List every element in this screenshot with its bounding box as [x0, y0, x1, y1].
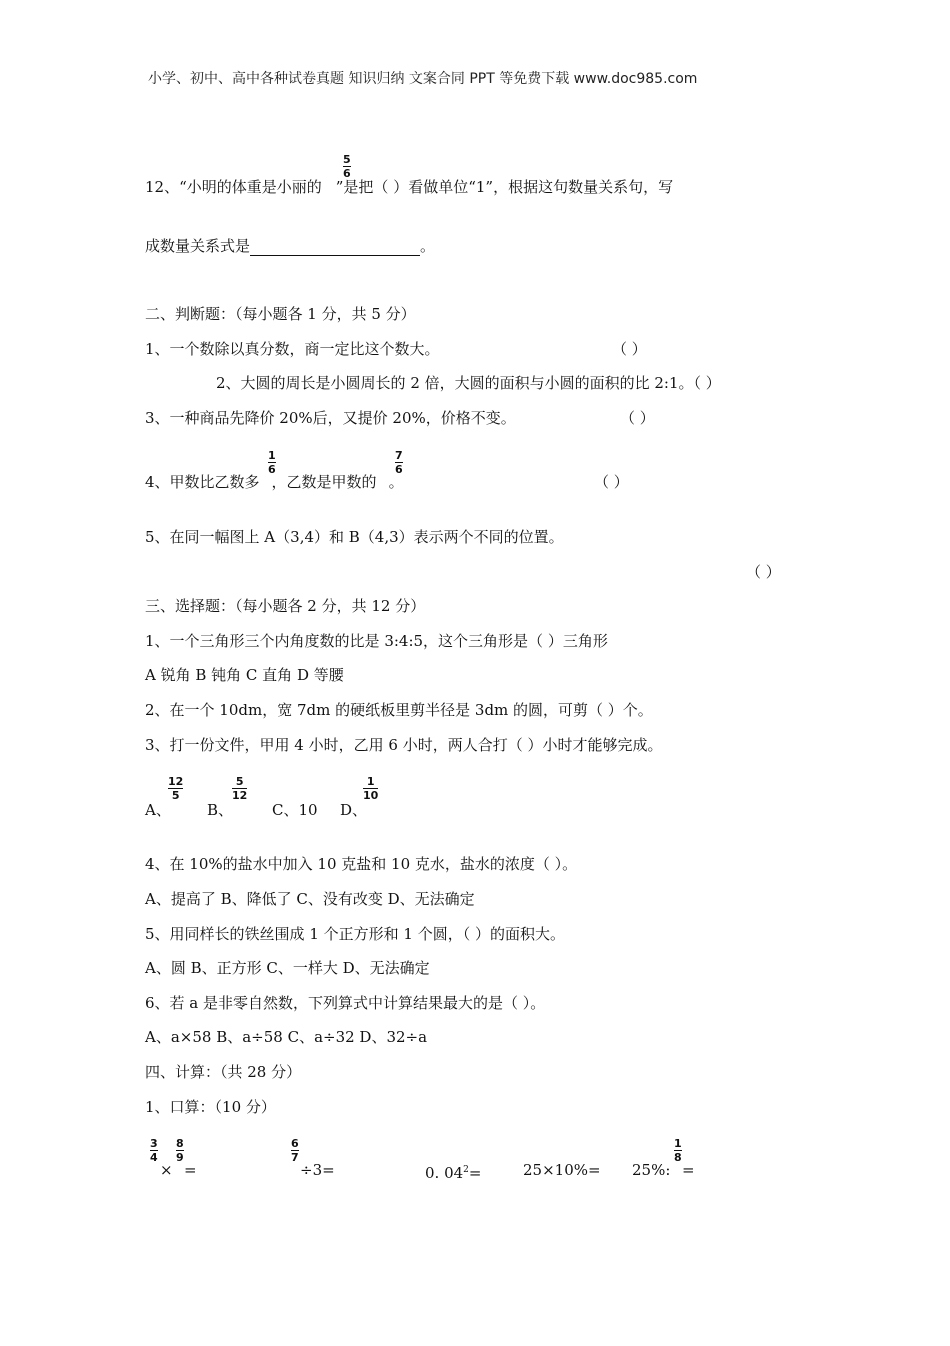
calc-e4: 25×10%= [523, 1161, 601, 1179]
section-calc-title: 四、计算：（共 28 分） [145, 1063, 302, 1081]
choice-q2: 2、在一个 10dm，宽 7dm 的硬纸板里剪半径是 3dm 的圆，可剪（ ）个。 [145, 701, 653, 719]
calc-e3: 0. $04^2=$ [425, 1164, 482, 1182]
answer-blank[interactable] [250, 239, 420, 256]
choice-q1: 1、一个三角形三个内角度数的比是 3:4:5，这个三角形是（ ）三角形 [145, 632, 608, 650]
q12-fraction: 5 6 [343, 153, 351, 180]
calc-e2-rest: ÷3= [300, 1161, 335, 1179]
page-header: 小学、初中、高中各种试卷真题 知识归纳 文案合同 PPT 等免费下载 www.doc985.com [148, 71, 698, 87]
choice-q3-option-c: C、10 [272, 801, 318, 819]
judge-q4-fraction-1: 1 6 [268, 449, 276, 476]
choice-q4-options: A、提高了 B、降低了 C、没有改变 D、无法确定 [145, 890, 475, 908]
choice-q6: 6、若 a 是非零自然数，下列算式中计算结果最大的是（ ）。 [145, 994, 546, 1012]
choice-q4: 4、在 10%的盐水中加入 10 克盐和 10 克水，盐水的浓度（ ）。 [145, 855, 578, 873]
choice-q3: 3、打一份文件，甲用 4 小时，乙用 6 小时，两人合打（ ）小时才能够完成。 [145, 736, 663, 754]
choice-q5: 5、用同样长的铁丝围成 1 个正方形和 1 个圆，（ ）的面积大。 [145, 925, 565, 943]
choice-q3-fraction-d: 1 10 [363, 775, 379, 802]
calc-e5-equals: = [682, 1161, 695, 1179]
calc-e1-fraction-2: 8 9 [176, 1137, 184, 1164]
choice-q5-options: A、圆 B、正方形 C、一样大 D、无法确定 [145, 959, 430, 977]
section-judge-title: 二、判断题：（每小题各 1 分，共 5 分） [145, 305, 416, 323]
choice-q1-options: A 锐角 B 钝角 C 直角 D 等腰 [145, 666, 344, 684]
calc-e1-operator: × [160, 1161, 173, 1179]
choice-q3-option-a: A、 [145, 801, 171, 819]
judge-q5: 5、在同一幅图上 A（3,4）和 B（4,3）表示两个不同的位置。 [145, 528, 564, 546]
calc-e2-fraction: 6 7 [291, 1137, 299, 1164]
q12-text-part1: 12、“小明的体重是小丽的 [145, 178, 322, 196]
judge-q1: 1、一个数除以真分数，商一定比这个数大。 [145, 340, 440, 358]
calc-e5-prefix: 25%: [632, 1161, 671, 1179]
calc-sub1-title: 1、口算：（10 分） [145, 1098, 276, 1116]
question-12-line2: 成数量关系式是 。 [145, 237, 436, 255]
q12-text-part2: ”是把（ ）看做单位“1”，根据这句数量关系句，写 [335, 178, 674, 196]
judge-q3-paren[interactable]: （ ） [620, 409, 655, 427]
judge-q4-fraction-2: 7 6 [395, 449, 403, 476]
choice-q3-option-d: D、 [340, 801, 368, 819]
calc-e1-fraction-1: 3 4 [150, 1137, 158, 1164]
choice-q3-fraction-b: 5 12 [232, 775, 248, 802]
judge-q4-paren[interactable]: （ ） [594, 473, 629, 491]
judge-q5-paren[interactable]: （ ） [746, 563, 781, 581]
judge-q1-paren[interactable]: （ ） [612, 340, 647, 358]
judge-q3: 3、一种商品先降价 20%后，又提价 20%，价格不变。 [145, 409, 516, 427]
choice-q3-option-b: B、 [207, 801, 234, 819]
choice-q6-options: A、a×58 B、a÷58 C、a÷32 D、32÷a [145, 1028, 428, 1046]
question-12-line1 [145, 177, 673, 197]
calc-e1-equals: = [184, 1161, 197, 1179]
judge-q4: 4、甲数比乙数多 ，乙数是甲数的 。 [145, 473, 404, 491]
section-choice-title: 三、选择题：（每小题各 2 分，共 12 分） [145, 597, 426, 615]
choice-q3-fraction-a: 12 5 [168, 775, 184, 802]
calc-e5-fraction: 1 8 [674, 1137, 682, 1164]
judge-q2: 2、大圆的周长是小圆周长的 2 倍，大圆的面积与小圆的面积的比 2:1。（ ） [216, 374, 721, 392]
